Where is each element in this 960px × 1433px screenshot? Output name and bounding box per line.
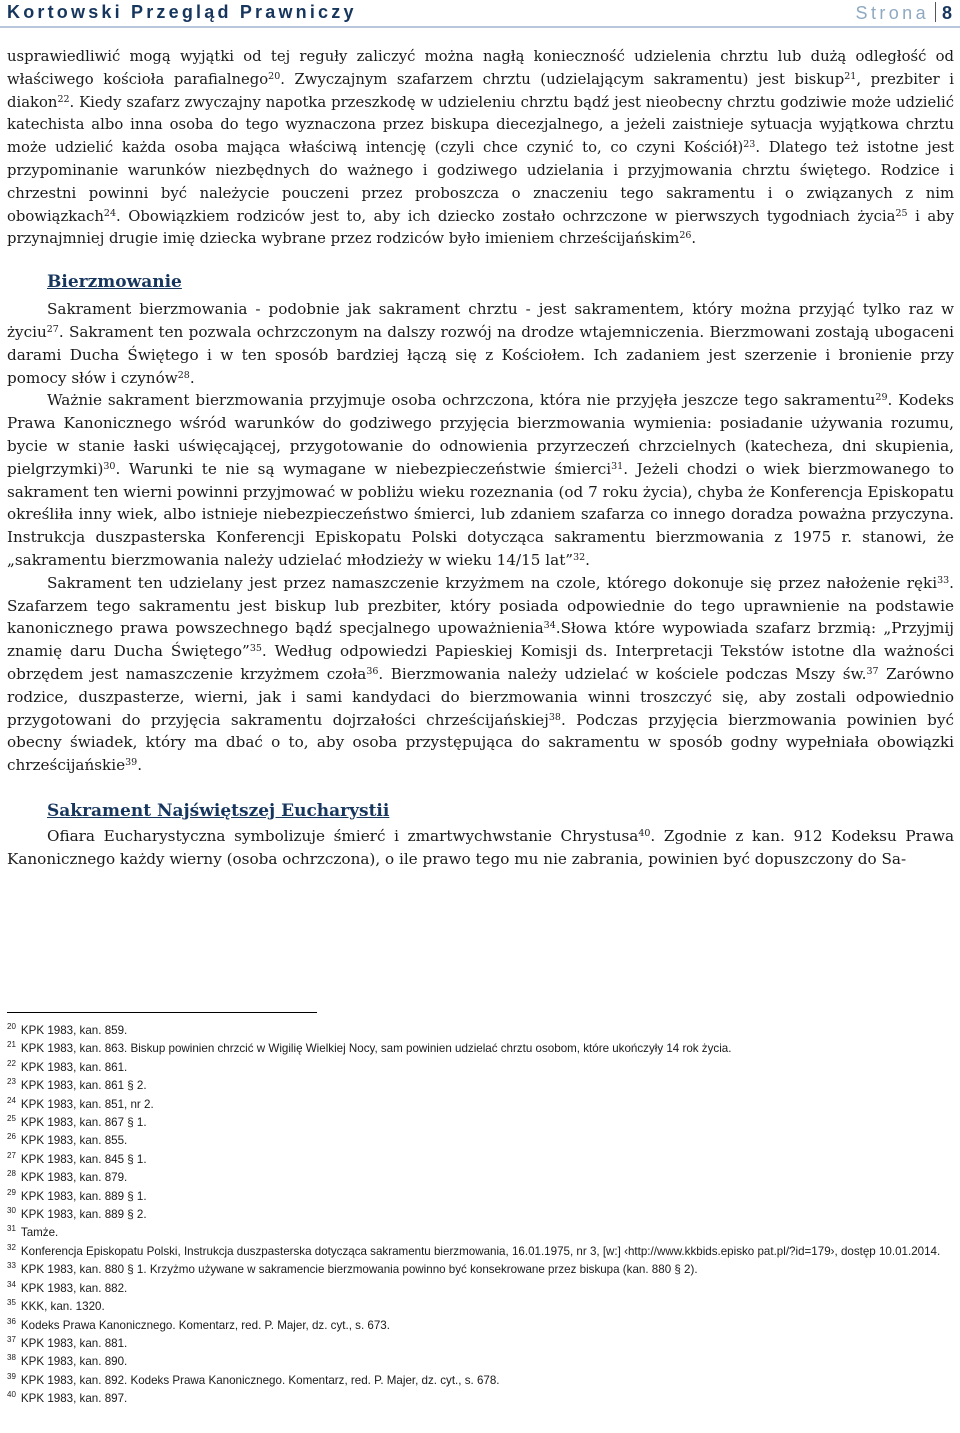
footnote-text: KPK 1983, kan. 889 § 1. <box>20 1189 147 1203</box>
footnote-text: KPK 1983, kan. 892. Kodeks Prawa Kanonicznego. Komentarz, red. P. Majer, dz. cyt., s. 678. <box>20 1373 500 1387</box>
footnote-text: KPK 1983, kan. 855. <box>20 1134 128 1148</box>
footnote-number: 37 <box>7 1334 16 1344</box>
footnote-text: KPK 1983, kan. 889 § 2. <box>20 1208 147 1222</box>
footnote-text: KPK 1983, kan. 879. <box>20 1171 128 1185</box>
text-run: i aby przynajmniej drugie imię dziecka wybrane przez rodziców było imieniem chrześcijańskim <box>7 207 954 248</box>
footnote-text: Konferencja Episkopatu Polski, Instrukcja duszpasterska dotycząca sakramentu bierzmowania, 16.01.1975, nr 3, [w:] ‹http://www.kkbids.episko pat.pl/?id=179›, dostęp 10.01.2014. <box>20 1244 941 1258</box>
footnote-item <box>7 1169 957 1187</box>
footnote-ref[interactable]: 27 <box>46 323 59 335</box>
footnote-item <box>7 1224 957 1242</box>
footnote-text: KPK 1983, kan. 867 § 1. <box>20 1116 147 1130</box>
footnote-ref[interactable]: 22 <box>57 93 70 105</box>
footnote-ref[interactable]: 26 <box>679 230 692 242</box>
footnote-text: KPK 1983, kan. 863. Biskup powinien chrzcić w Wigilię Wielkiej Nocy, sam powinien udzielać chrztu osobom, które ukończyły 14 rok życia. <box>20 1042 732 1056</box>
footnote-ref[interactable]: 39 <box>125 757 138 769</box>
footnote-ref[interactable]: 32 <box>573 551 586 563</box>
footnote-item <box>7 1335 957 1353</box>
footnote-number: 30 <box>7 1206 16 1216</box>
footnote-item <box>7 1059 957 1077</box>
text-run: Ofiara Eucharystyczna symbolizuje śmierć i zmartwychwstanie Chrystusa <box>47 826 639 845</box>
footnote-item <box>7 1317 957 1335</box>
text-run: .Słowa które wypowiada szafarz brzmią: „Przyjmij znamię daru Ducha Świętego” <box>7 619 954 661</box>
text-run: . Warunki te nie są wymagane w niebezpieczeństwie śmierci <box>115 459 612 478</box>
footnote-ref[interactable]: 28 <box>177 369 190 381</box>
footnote-item <box>7 1298 957 1316</box>
footnote-number: 28 <box>7 1169 16 1179</box>
section-heading-eucharystia: Sakrament Najświętszej Eucharystii <box>47 800 390 821</box>
paragraph-bierzmowanie-3 <box>7 572 954 777</box>
footnote-number: 32 <box>7 1242 16 1252</box>
footnote-item <box>7 1132 957 1150</box>
footnote-number: 31 <box>7 1224 16 1234</box>
paragraph-chrzest <box>7 46 954 251</box>
footnote-separator <box>7 1012 317 1013</box>
footnote-ref[interactable]: 30 <box>103 460 116 472</box>
text-run: . Kodeks Prawa Kanonicznego wśród warunków do godziwego przyjęcia bierzmowania wymienia: posiadanie używania rozumu, bycie w stanie łaski uświęcającej, przygotowanie do odnowienia przyrzeczeń chrzcielnych (katecheza, dni skupienia, pielgrzymki) <box>7 391 954 478</box>
footnote-number: 39 <box>7 1371 16 1381</box>
text-run: . Szafarzem tego sakramentu jest biskup lub prezbiter, który posiada odpowiednie do tego uprawnienie na podstawie kanonicznego prawa powszechnego bądź specjalnego upoważnienia <box>7 573 954 638</box>
text-run: Zarówno rodzice, duszpasterze, wierni, jak i sami kandydaci do bierzmowania winni troszczyć się, aby zostali odpowiednio przygotowani do przyjęcia sakramentu dojrzałości chrześcijańskiej <box>7 664 955 729</box>
footnote-item <box>7 1372 957 1390</box>
footnote-text: KPK 1983, kan. 861 § 2. <box>20 1079 147 1093</box>
header-separator <box>935 2 936 22</box>
footnote-text: KPK 1983, kan. 859. <box>20 1024 128 1037</box>
footnote-ref[interactable]: 37 <box>866 665 879 677</box>
text-run: . <box>585 550 590 569</box>
footnote-text: KPK 1983, kan. 880 § 1. Krzyżmo używane w sakramencie bierzmowania powinno być konsekrowane przez biskupa (kan. 880 § 2). <box>20 1263 698 1277</box>
text-run: , prezbiter i diakon <box>7 70 955 111</box>
footnote-item <box>7 1188 957 1206</box>
strona-label: Strona <box>855 3 929 23</box>
footnote-text: KPK 1983, kan. 890. <box>20 1355 128 1369</box>
paragraph-bierzmowanie-1 <box>7 298 954 389</box>
page-header <box>0 0 960 28</box>
footnote-item <box>7 1261 957 1279</box>
text-run: . Sakrament ten pozwala ochrzczonym na dalszy rozwój na drodze wtajemniczenia. Bierzmowani zostają ubogaceni darami Ducha Świętego i w ten sposób bardziej łączą się z Kościołem. Ich zadaniem jest szerzenie i bronienie przy pomocy słów i czynów <box>7 322 954 387</box>
footnote-item <box>7 1022 957 1040</box>
journal-title: Kortowski Przegląd Prawniczy <box>7 2 357 22</box>
footnote-number: 35 <box>7 1298 16 1308</box>
footnote-number: 40 <box>7 1390 16 1400</box>
text-run: Ważnie sakrament bierzmowania przyjmuje osoba ochrzczona, która nie przyjęła jeszcze tego sakramentu <box>47 391 876 410</box>
footnote-text: KPK 1983, kan. 881. <box>20 1336 128 1350</box>
footnote-item <box>7 1280 957 1298</box>
text-run: . Jeżeli chodzi o wiek bierzmowanego to sakrament ten wierni powinni przyjmować w pobliżu wieku rozeznania (od 7 roku życia), chyba że Konferencja Episkopatu określiła inny wiek, albo istnieje niebezpieczeństwo śmierci, lub zdaniem szafarza co innego doradza poważna przyczyna. Instrukcja duszpasterska Konferencji Episkopatu Polski dotycząca sakramentu bierzmowania z 1975 r. stanowi, że „sakramentu bierzmowania należy udzielać młodzieży w wieku 14/15 lat” <box>7 459 954 569</box>
footnote-number: 21 <box>7 1040 16 1050</box>
footnote-number: 24 <box>7 1095 16 1105</box>
page-number: 8 <box>941 3 952 23</box>
text-run: . Obowiązkiem rodziców jest to, aby ich dziecko zostało ochrzczone w pierwszych tygodniach życia <box>116 207 896 225</box>
footnote-ref[interactable]: 35 <box>249 643 262 655</box>
footnote-ref[interactable]: 31 <box>611 460 624 472</box>
footnote-ref[interactable]: 21 <box>844 70 857 82</box>
footnote-ref[interactable]: 20 <box>268 70 281 82</box>
footnote-text: Tamże. <box>20 1226 59 1240</box>
footnote-ref[interactable]: 40 <box>638 827 651 839</box>
footnote-ref[interactable]: 23 <box>743 139 756 151</box>
text-run: . <box>137 756 143 775</box>
footnote-number: 20 <box>7 1022 16 1031</box>
footnote-item <box>7 1353 957 1371</box>
footnote-number: 26 <box>7 1132 16 1142</box>
paragraph-eucharystia <box>7 825 954 871</box>
page-label <box>856 2 952 24</box>
footnote-number: 36 <box>7 1316 16 1326</box>
footnote-text: KPK 1983, kan. 882. <box>20 1281 128 1295</box>
text-run: . Zgodnie z kan. 912 Kodeksu Prawa Kanonicznego każdy wierny (osoba ochrzczona), o ile prawo tego mu nie zabrania, powinien być dopuszczony do Sa- <box>7 826 954 868</box>
footnote-ref[interactable]: 33 <box>937 574 950 586</box>
footnote-number: 22 <box>7 1058 16 1068</box>
footnote-item <box>7 1243 957 1261</box>
footnote-number: 33 <box>7 1261 16 1271</box>
footnote-number: 29 <box>7 1187 16 1197</box>
section-heading-bierzmowanie: Bierzmowanie <box>47 272 182 293</box>
footnote-text: KPK 1983, kan. 897. <box>20 1392 128 1406</box>
text-run: . Zwyczajnym szafarzem chrztu (udzielającym sakramentu) jest biskup <box>280 70 845 88</box>
footnote-text: KKK, kan. 1320. <box>20 1300 105 1314</box>
paragraph-bierzmowanie-2 <box>7 389 954 571</box>
footnote-text: KPK 1983, kan. 861. <box>20 1060 128 1074</box>
text-run: . <box>189 368 195 387</box>
footnote-item <box>7 1206 957 1224</box>
footnote-ref[interactable]: 36 <box>366 665 379 677</box>
footnote-ref[interactable]: 34 <box>543 620 556 632</box>
text-run: . Dlatego też istotne jest przypominanie warunków niezbędnych do ważnego i godziwego udzielania i przyjmowania chrztu świętego. Rodzice i chrzestni powinni być należycie pouczeni przez proboszcza o znaczeniu tego sakramentu i o związanych z nim obowiązkach <box>7 139 954 225</box>
footnote-number: 34 <box>7 1279 16 1289</box>
footnote-ref[interactable]: 29 <box>875 392 888 404</box>
text-run: . Bierzmowania należy udzielać w kościele podczas Mszy św. <box>378 664 867 683</box>
footnote-item <box>7 1151 957 1169</box>
footnote-item <box>7 1114 957 1132</box>
article-body <box>7 46 954 871</box>
text-run: Sakrament bierzmowania - podobnie jak sakrament chrztu - jest sakramentem, który można przyjąć tylko raz w życiu <box>7 300 954 341</box>
footnote-ref[interactable]: 25 <box>895 207 908 219</box>
text-run: Sakrament ten udzielany jest przez namaszczenie krzyżmem na czole, którego dokonuje się przez nałożenie ręki <box>47 573 938 592</box>
footnote-number: 25 <box>7 1114 16 1124</box>
footnote-ref[interactable]: 24 <box>103 207 117 219</box>
footnote-item <box>7 1390 957 1408</box>
footnote-item <box>7 1077 957 1095</box>
footnote-ref[interactable]: 38 <box>548 711 561 723</box>
text-run: . <box>691 230 697 248</box>
footnote-number: 38 <box>7 1353 16 1363</box>
text-run: . Według odpowiedzi Papieskiej Komisji ds. Interpretacji Tekstów istotne dla ważności obrzędem jest namaszczenie krzyżmem czoła <box>7 642 954 683</box>
footnote-number: 23 <box>7 1077 16 1087</box>
footnote-item <box>7 1096 957 1114</box>
footnote-text: Kodeks Prawa Kanonicznego. Komentarz, red. P. Majer, dz. cyt., s. 673. <box>20 1318 390 1332</box>
text-run: usprawiedliwić mogą wyjątki od tej reguły zaliczyć można nagłą konieczność udzielenia chrztu lub dużą odległość od właściwego kościoła parafialnego <box>7 48 954 88</box>
footnote-text: KPK 1983, kan. 851, nr 2. <box>20 1097 154 1111</box>
footnotes <box>7 1022 957 1409</box>
footnote-text: KPK 1983, kan. 845 § 1. <box>20 1152 147 1166</box>
footnote-item <box>7 1040 957 1058</box>
footnote-number: 27 <box>7 1150 16 1160</box>
text-run: . Podczas przyjęcia bierzmowania powinien być obecny świadek, który ma dbać o to, aby osoba przystępująca do sakramentu w sposób godny wypełniała obowiązki chrześcijańskie <box>7 710 954 775</box>
text-run: . Kiedy szafarz zwyczajny napotka przeszkodę w udzieleniu chrztu bądź jest nieobecny chrztu godziwie może udzielić katechista albo inna osoba do tego wyznaczona przez biskupa diecezjalnego, a jeżeli zaistnieje sytuacja wyjątkowa chrztu może udzielić każda osoba mająca właściwą intencję (czyli chce czynić to, co czyni Kościół) <box>7 93 954 157</box>
